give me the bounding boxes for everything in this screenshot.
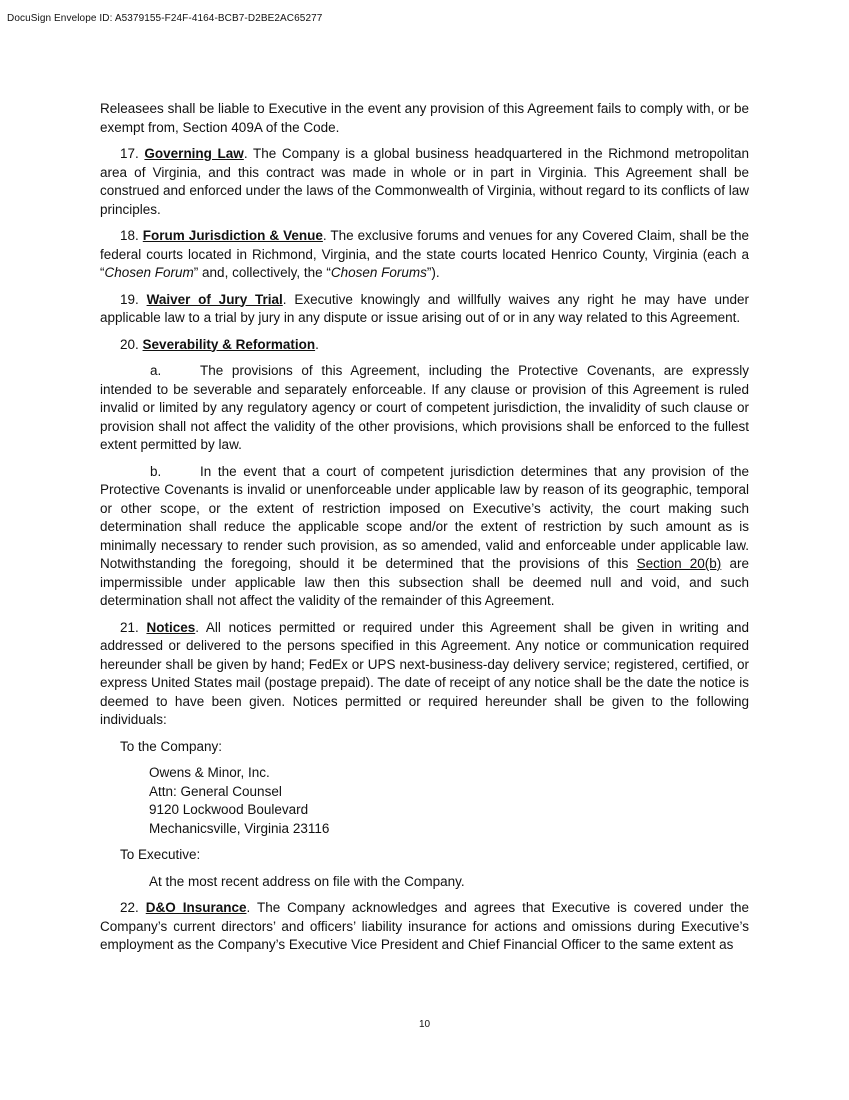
section-20a-paragraph [100,362,749,455]
section-20-severability [100,336,749,355]
section-heading: Forum Jurisdiction & Venue [142,228,323,243]
intro-paragraph: Releasees shall be liable to Executive in the event any provision of this Agreement fails to comply with, or be exempt from, Section 409A of the Code. [100,101,749,135]
section-text: . Executive knowingly and willfully waives any right he may have under applicable law to a trial by jury in any dispute or issue arising out of or in any way related to this Agreement. [100,291,749,325]
section-heading-end: . [315,336,319,352]
section-text: are impermissible under applicable law then this subsection shall be deemed null and void, and such determination shall not affect the validity of the remainder of this Agreement. [100,556,749,608]
defined-term-chosen-forum: Chosen Forum [104,265,194,280]
company-address-block [149,764,749,838]
section-heading: Severability & Reformation [142,336,316,352]
section-number: 22. [120,900,139,915]
section-heading: D&O Insurance [145,900,247,915]
section-22-d-and-o-insurance [100,899,749,955]
section-17-governing-law [100,145,749,219]
section-text: . All notices permitted or required under this Agreement shall be given in writing and addressed or delivered to the persons specified in this Agreement. Any notice or communication required hereunder shall be given by hand; FedEx or UPS next-business-day delivery service; registered, certified, or express United States mail (postage prepaid). The date of receipt of any notice shall be the date the notice is deemed to have been given. Notices permitted or required hereunder shall be given to the following individuals: [100,619,749,727]
address-line: Attn: General Counsel [149,783,282,799]
section-heading: Governing Law [144,146,244,161]
section-20b-paragraph [100,463,749,611]
section-number: 17. [120,146,139,161]
section-number: 18. [120,228,139,243]
to-company-label: To the Company: [120,738,223,754]
address-line: Mechanicsville, Virginia 23116 [149,820,330,836]
section-number: 21. [120,619,139,635]
executive-address-block [149,873,749,892]
section-heading: Notices [146,619,196,635]
address-line: At the most recent address on file with the Company. [149,873,465,889]
section-number: 20. [120,336,139,352]
subsection-label: a. [150,363,162,378]
page-number: 10 [418,1019,431,1030]
section-19-waiver-of-jury-trial [100,291,749,328]
section-number: 19. [120,291,139,307]
section-text: The provisions of this Agreement, including the Protective Covenants, are expressly intended to be severable and separately enforceable. If any clause or provision of this Agreement is ruled invalid or limited by any regulatory agency or court of competent jurisdiction, the invalidity of such clause or provision shall not affect the validity of the other provisions, which provisions shall be enforced to the fullest extent permitted by law. [100,363,749,452]
docusign-envelope-id: DocuSign Envelope ID: A5379155-F24F-4164-BCB7-D2BE2AC65277 [7,13,323,24]
section-text: ”). [426,265,440,280]
section-18-forum-jurisdiction [100,227,749,283]
defined-term-chosen-forums: Chosen Forums [330,265,427,280]
section-text: ” and, collectively, the “ [193,265,331,280]
document-page-body [100,100,749,963]
to-executive-label: To Executive: [120,847,201,862]
section-heading: Waiver of Jury Trial [146,291,283,307]
section-text: . The exclusive forums and venues for any Covered Claim, shall be the federal courts located in Richmond, Virginia, and the state courts located Henrico County, Virginia (each a “ [100,228,749,280]
section-text: . The Company is a global business headquartered in the Richmond metropolitan area of Virginia, and this contract was made in whole or in part in Virginia. This Agreement shall be construed and enforced under the laws of the Commonwealth of Virginia, without regard to its conflicts of law principles. [100,146,749,217]
section-text: In the event that a court of competent jurisdiction determines that any provision of the Protective Covenants is invalid or unenforceable under applicable law by reason of its geographic, temporal or other scope, or the extent of restriction imposed on Executive’s activity, the court making such determination shall reduce the applicable scope and/or the extent of restriction by such amount as is minimally necessary to render such provision, as so amended, valid and enforceable under applicable law. Notwithstanding the foregoing, should it be determined that the provisions of this [100,463,749,571]
subsection-label: b. [150,463,162,479]
section-text: . The Company acknowledges and agrees that Executive is covered under the Company’s current directors’ and officers’ liability insurance for actions and omissions during Executive’s employment as the Company’s Executive Vice President and Chief Financial Officer to the same extent as [100,900,749,952]
address-line: Owens & Minor, Inc. [149,765,270,780]
address-line: 9120 Lockwood Boulevard [149,802,309,817]
section-21-notices [100,619,749,730]
section-reference: Section 20(b) [636,556,722,571]
